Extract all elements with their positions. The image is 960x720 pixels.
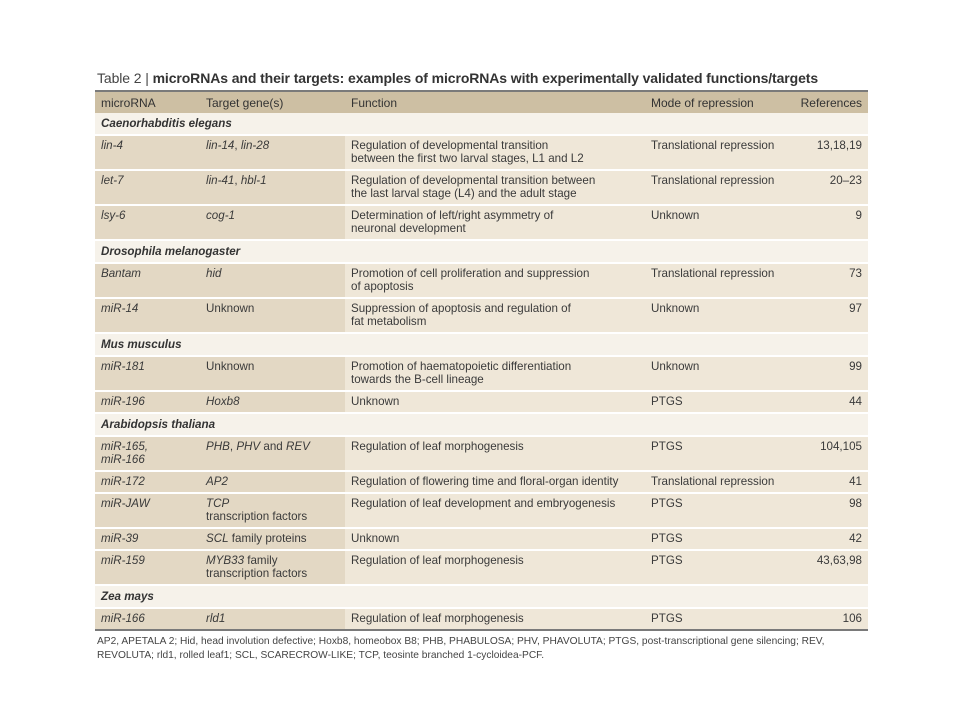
table-row: [95, 608, 868, 629]
function-cell: [345, 550, 645, 585]
function-cell: [345, 528, 645, 550]
target-token: factors: [272, 510, 308, 523]
organism-name: Caenorhabditis elegans: [95, 113, 868, 135]
mode-of-repression-cell: PTGS: [645, 528, 790, 550]
function-cell: [345, 436, 645, 471]
function-line: Promotion of cell proliferation and suppression: [351, 267, 590, 280]
references-cell: 13,18,19: [790, 135, 868, 170]
function-line: Regulation of leaf morphogenesis: [351, 440, 524, 453]
table-row: [95, 391, 868, 413]
microrna-cell: miR-JAW: [95, 493, 200, 528]
function-cell: [345, 391, 645, 413]
function-cell: [345, 205, 645, 240]
target-genes-cell: [200, 608, 345, 629]
organism-name: Arabidopsis thaliana: [95, 413, 868, 436]
function-line: neuronal development: [351, 222, 466, 235]
table-row: [95, 356, 868, 391]
mode-of-repression-cell: PTGS: [645, 436, 790, 471]
references-cell: 20–23: [790, 170, 868, 205]
microrna-cell: lsy-6: [95, 205, 200, 240]
target-genes-cell: lin-14, lin-28: [200, 135, 345, 170]
organism-row: [95, 585, 868, 608]
function-cell: [345, 493, 645, 528]
microrna-cell: Bantam: [95, 263, 200, 298]
function-line: Regulation of leaf morphogenesis: [351, 612, 524, 625]
table-footnote: AP2, APETALA 2; Hid, head involution defective; Hoxb8, homeobox B8; PHB, PHABULOSA; PHV, PHAVOLUTA; PTGS, post-transcriptional gene silencing; REV, REVOLUTA; rld1, rolled leaf1; SCL, SCARECROW-LIKE; TCP, teosinte branched 1-cycloidea-PCF.: [95, 629, 868, 662]
function-line: Regulation of leaf morphogenesis: [351, 554, 524, 567]
table-row: [95, 436, 868, 471]
table-row: [95, 471, 868, 493]
target-genes-cell: [200, 471, 345, 493]
microrna-cell: lin-4: [95, 135, 200, 170]
microrna-cell: miR-172: [95, 471, 200, 493]
header-references: References: [790, 92, 868, 113]
references-cell: 73: [790, 263, 868, 298]
organism-row: [95, 113, 868, 135]
function-line: of apoptosis: [351, 280, 414, 293]
function-cell: [345, 170, 645, 205]
target-token: TCP: [206, 497, 230, 510]
references-cell: 106: [790, 608, 868, 629]
target-token: REV: [285, 440, 310, 453]
microrna-cell: let-7: [95, 170, 200, 205]
table-row: [95, 298, 868, 333]
mode-of-repression-cell: Unknown: [645, 356, 790, 391]
references-cell: 41: [790, 471, 868, 493]
function-cell: [345, 298, 645, 333]
function-line: Promotion of haematopoietic differentiation: [351, 360, 572, 373]
header-function: Function: [345, 92, 645, 113]
target-token: Hoxb8: [206, 395, 240, 408]
target-token: lin-41: [206, 174, 235, 187]
microrna-cell: miR-39: [95, 528, 200, 550]
function-line: Determination of left/right asymmetry of: [351, 209, 554, 222]
function-line: between the first two larval stages, L1 and L2: [351, 152, 584, 165]
table-body: [95, 113, 868, 629]
mode-of-repression-cell: PTGS: [645, 391, 790, 413]
mode-of-repression-cell: Translational repression: [645, 263, 790, 298]
organism-row: [95, 240, 868, 263]
target-token: hid: [206, 267, 222, 280]
target-token: Unknown: [206, 302, 255, 315]
organism-name: Zea mays: [95, 585, 868, 608]
target-token: Unknown: [206, 360, 255, 373]
references-cell: 9: [790, 205, 868, 240]
function-line: Regulation of developmental transition between: [351, 174, 596, 187]
header-mode-of-repression: Mode of repression: [645, 92, 790, 113]
header-target-genes: Target gene(s): [200, 92, 345, 113]
target-token: lin-14: [206, 139, 235, 152]
target-token: cog-1: [206, 209, 236, 222]
function-line: Regulation of flowering time and floral-organ identity: [351, 475, 619, 488]
organism-name: Drosophila melanogaster: [95, 240, 868, 263]
target-genes-cell: [200, 493, 345, 528]
header-microrna: microRNA: [95, 92, 200, 113]
mode-of-repression-cell: PTGS: [645, 550, 790, 585]
organism-row: [95, 413, 868, 436]
table-row: [95, 263, 868, 298]
header-row: [95, 92, 868, 113]
target-genes-cell: [200, 298, 345, 333]
table-row: [95, 528, 868, 550]
organism-row: [95, 333, 868, 356]
function-line: Regulation of leaf development and embryogenesis: [351, 497, 616, 510]
table-row: [95, 205, 868, 240]
table-row: [95, 550, 868, 585]
mode-of-repression-cell: PTGS: [645, 608, 790, 629]
microrna-cell: miR-196: [95, 391, 200, 413]
microrna-cell: miR-181: [95, 356, 200, 391]
table-row: [95, 135, 868, 170]
table-figure: [95, 70, 868, 662]
target-token: family: [247, 554, 278, 567]
references-cell: 44: [790, 391, 868, 413]
microrna-cell: miR-166: [95, 608, 200, 629]
microrna-cell: miR-14: [95, 298, 200, 333]
table-caption: [95, 70, 868, 92]
mode-of-repression-cell: Translational repression: [645, 170, 790, 205]
target-token: AP2: [206, 475, 228, 488]
function-line: fat metabolism: [351, 315, 427, 328]
target-token: proteins: [265, 532, 307, 545]
target-genes-cell: [200, 391, 345, 413]
table-title: microRNAs and their targets: examples of microRNAs with experimentally validated functions/targets: [152, 70, 819, 86]
target-token: transcription: [206, 510, 270, 523]
target-genes-cell: PHB, PHV and REV: [200, 436, 345, 471]
target-token: PHV: [236, 440, 261, 453]
target-genes-cell: lin-41, hbl-1: [200, 170, 345, 205]
target-token: MYB33: [206, 554, 245, 567]
mode-of-repression-cell: Unknown: [645, 205, 790, 240]
target-token: PHB: [206, 440, 230, 453]
target-token: hbl-1: [240, 174, 267, 187]
target-token: transcription: [206, 567, 270, 580]
references-cell: 97: [790, 298, 868, 333]
function-line: Regulation of developmental transition: [351, 139, 549, 152]
mode-of-repression-cell: Translational repression: [645, 471, 790, 493]
function-line: Unknown: [351, 532, 400, 545]
target-token: family: [231, 532, 263, 545]
target-token: factors: [272, 567, 308, 580]
target-genes-cell: [200, 205, 345, 240]
function-line: Unknown: [351, 395, 400, 408]
microrna-cell: miR-159: [95, 550, 200, 585]
function-cell: [345, 608, 645, 629]
target-token: SCL: [206, 532, 229, 545]
table-number: Table 2 |: [97, 70, 153, 86]
function-cell: [345, 356, 645, 391]
table-row: [95, 493, 868, 528]
target-genes-cell: [200, 550, 345, 585]
target-genes-cell: [200, 263, 345, 298]
target-token: rld1: [206, 612, 226, 625]
function-cell: [345, 263, 645, 298]
references-cell: 42: [790, 528, 868, 550]
function-cell: [345, 471, 645, 493]
target-genes-cell: [200, 528, 345, 550]
target-token: lin-28: [240, 139, 270, 152]
references-cell: 98: [790, 493, 868, 528]
mode-of-repression-cell: Unknown: [645, 298, 790, 333]
organism-name: Mus musculus: [95, 333, 868, 356]
function-line: the last larval stage (L4) and the adult stage: [351, 187, 577, 200]
table-row: [95, 170, 868, 205]
references-cell: 43,63,98: [790, 550, 868, 585]
mode-of-repression-cell: PTGS: [645, 493, 790, 528]
microrna-cell: miR-165, miR-166: [95, 436, 200, 471]
function-line: towards the B-cell lineage: [351, 373, 484, 386]
target-genes-cell: [200, 356, 345, 391]
function-line: Suppression of apoptosis and regulation of: [351, 302, 571, 315]
mode-of-repression-cell: Translational repression: [645, 135, 790, 170]
references-cell: 99: [790, 356, 868, 391]
mirna-table: [95, 92, 868, 629]
references-cell: 104,105: [790, 436, 868, 471]
target-token: and: [263, 440, 283, 453]
function-cell: [345, 135, 645, 170]
